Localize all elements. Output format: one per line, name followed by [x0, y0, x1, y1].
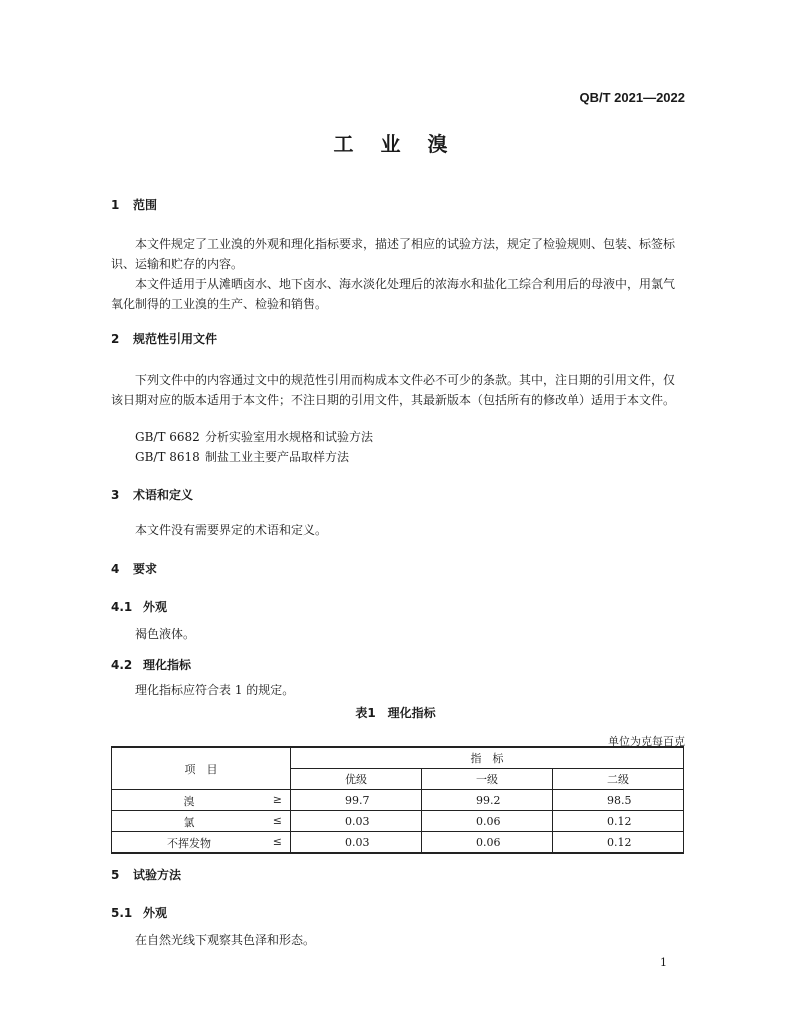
- section-5-1-paragraph: 在自然光线下观察其色泽和形态。: [135, 933, 316, 947]
- section-1-heading: [111, 196, 157, 213]
- section-2-paragraph-1: 下列文件中的内容通过文中的规范性引用而构成本文件必不可少的条款。其中，注日期的引用文件，仅该日期对应的版本适用于本文件；不注日期的引用文件，其最新版本（包括所有的修改单）适用于本文件。: [111, 373, 676, 407]
- reference-item: [135, 428, 373, 445]
- section-5-heading: [111, 866, 181, 883]
- section-4-1-heading: [111, 598, 167, 615]
- table-row: [112, 790, 684, 811]
- value-cell: 98.5: [553, 790, 684, 811]
- value-cell: 0.03: [291, 832, 422, 854]
- table-row: [112, 811, 684, 832]
- reference-code: GB/T 8618: [135, 450, 200, 464]
- reference-name: 制盐工业主要产品取样方法: [205, 450, 350, 464]
- section-title: 术语和定义: [133, 488, 194, 502]
- item-name: 溴: [183, 795, 195, 808]
- section-2-heading: [111, 330, 217, 347]
- item-name: 不挥发物: [167, 837, 211, 850]
- item-symbol: ≤: [272, 835, 282, 848]
- reference-name: 分析实验室用水规格和试验方法: [205, 430, 374, 444]
- section-number: 5.1: [111, 906, 133, 920]
- section-number: 4: [111, 562, 120, 576]
- item-cell: [112, 811, 291, 832]
- value-cell: 0.12: [553, 811, 684, 832]
- value-cell: 99.7: [291, 790, 422, 811]
- value-cell: 0.03: [291, 811, 422, 832]
- section-title: 要求: [133, 562, 158, 576]
- section-title: 范围: [133, 198, 158, 212]
- item-name: 氯: [183, 816, 195, 829]
- index-header: 指 标: [291, 747, 684, 769]
- standard-code: QB/T 2021—2022: [579, 90, 685, 105]
- section-3-heading: [111, 486, 193, 503]
- item-cell: [112, 832, 291, 854]
- reference-code: GB/T 6682: [135, 430, 200, 444]
- section-number: 5: [111, 868, 120, 882]
- spec-table: [111, 746, 684, 854]
- item-header: 项 目: [112, 747, 291, 790]
- section-number: 2: [111, 332, 120, 346]
- section-4-1-paragraph: 褐色液体。: [135, 627, 196, 641]
- section-4-2-heading: [111, 656, 191, 673]
- section-title: 试验方法: [133, 868, 182, 882]
- section-5-1-heading: [111, 904, 167, 921]
- item-symbol: ≥: [272, 793, 282, 806]
- value-cell: 99.2: [422, 790, 553, 811]
- section-4-2-paragraph: 理化指标应符合表 1 的规定。: [135, 683, 295, 697]
- section-title: 外观: [143, 600, 168, 614]
- table-caption: 表1 理化指标: [355, 706, 436, 720]
- document-title: 工 业 溴: [333, 132, 458, 156]
- item-cell: [112, 790, 291, 811]
- section-title: 规范性引用文件: [133, 332, 218, 346]
- section-number: 4.1: [111, 600, 133, 614]
- value-cell: 0.12: [553, 832, 684, 854]
- section-1-paragraph-2: 本文件适用于从滩晒卤水、地下卤水、海水淡化处理后的浓海水和盐化工综合利用后的母液中，用氯气氧化制得的工业溴的生产、检验和销售。: [111, 277, 676, 311]
- value-cell: 0.06: [422, 811, 553, 832]
- item-symbol: ≤: [272, 814, 282, 827]
- section-1-paragraph-1: 本文件规定了工业溴的外观和理化指标要求，描述了相应的试验方法，规定了检验规则、包装、标签标识、运输和贮存的内容。: [111, 237, 676, 271]
- section-4-heading: [111, 560, 157, 577]
- section-title: 理化指标: [143, 658, 192, 672]
- value-cell: 0.06: [422, 832, 553, 854]
- grade-header: 二级: [553, 769, 684, 790]
- grade-header: 优级: [291, 769, 422, 790]
- page-number: 1: [660, 956, 667, 969]
- section-3-paragraph-1: 本文件没有需要界定的术语和定义。: [135, 523, 328, 537]
- section-number: 4.2: [111, 658, 133, 672]
- table-unit: 单位为克每百克: [608, 735, 685, 748]
- section-number: 1: [111, 198, 120, 212]
- section-title: 外观: [143, 906, 168, 920]
- grade-header: 一级: [422, 769, 553, 790]
- table-header-row: [112, 747, 684, 769]
- table-row: [112, 832, 684, 854]
- reference-item: [135, 448, 349, 465]
- section-number: 3: [111, 488, 120, 502]
